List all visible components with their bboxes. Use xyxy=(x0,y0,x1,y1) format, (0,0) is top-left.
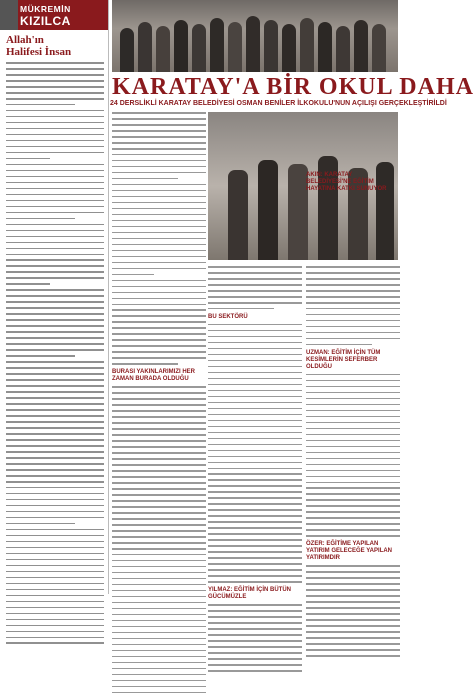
columnist-photo xyxy=(0,0,18,30)
columnist-last-name: KIZILCA xyxy=(20,14,71,28)
column-headline-line2: Halifesi İnsan xyxy=(6,46,72,58)
main-article xyxy=(110,0,474,601)
article-title: KARATAY'A BİR OKUL DAHA xyxy=(112,74,474,100)
article-top-photo xyxy=(112,0,398,72)
section-heading: AKIN: KARATAY BELEDİYESİ'NE EĞİTİM HAYATINA KATKI SUNUYOR xyxy=(306,172,387,192)
section-heading: ÖZER: EĞİTİME YAPILAN YATIRIM GELECEĞE YAPILAN YATIRIMDIR xyxy=(306,541,393,562)
columnist-column xyxy=(0,0,109,594)
columnist-first-name: MÜKREMİN xyxy=(20,4,71,14)
article-column-3 xyxy=(306,266,400,661)
section-heading: BURASI YAKINLARIMIZI HER ZAMAN BURADA OLDUĞU xyxy=(112,369,196,383)
article-column-2 xyxy=(208,266,302,676)
article-column-4-top xyxy=(306,170,398,196)
section-heading: UZMAN: EĞİTİM İÇİN TÜM KESİMLERİN SEFERBER OLDUĞU xyxy=(306,349,381,370)
column-body-text xyxy=(6,62,104,648)
article-column-1 xyxy=(112,112,206,698)
section-heading: BU SEKTÖRÜ xyxy=(208,313,248,320)
columnist-banner xyxy=(0,0,108,30)
article-subtitle: 24 DERSLİKLİ KARATAY BELEDİYESİ OSMAN BENİLER İLKOKULU'NUN AÇILIŞI GERÇEKLEŞTİRİLDİ xyxy=(110,100,447,107)
column-headline-line1: Allah'ın xyxy=(6,34,44,46)
section-heading: YILMAZ: EĞİTİM İÇİN BÜTÜN GÜCÜMÜZLE xyxy=(208,587,291,601)
